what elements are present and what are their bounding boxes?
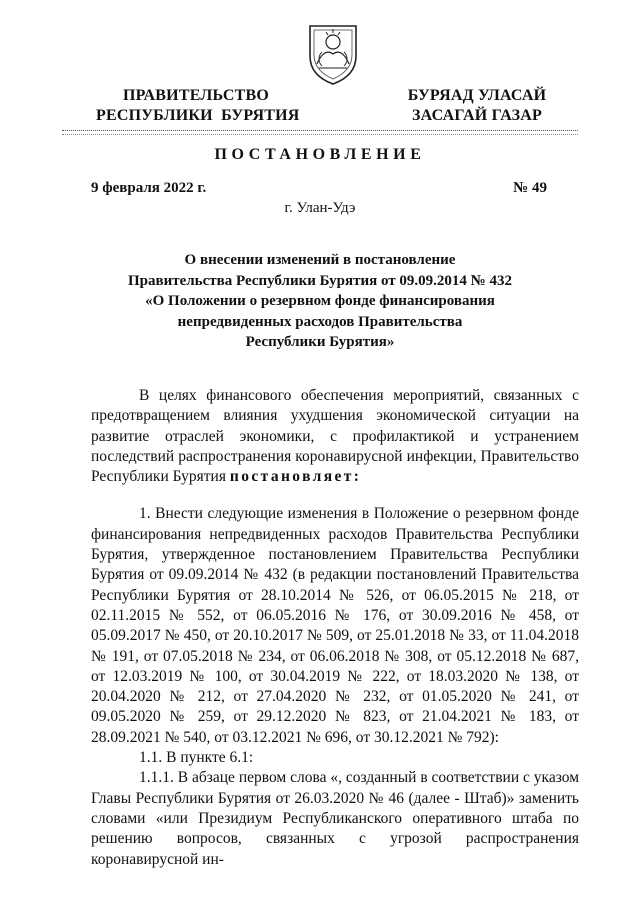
header-divider xyxy=(62,130,578,131)
item-1-1-paragraph: 1.1. В пункте 6.1: xyxy=(139,749,254,767)
document-city: г. Улан-Удэ xyxy=(284,200,356,216)
subject-line: О внесении изменений в постановление xyxy=(184,252,456,268)
header-right-line2: ЗАСАГАЙ ГАЗАР xyxy=(412,107,542,124)
preamble-decree: постановляет: xyxy=(229,468,362,486)
document-number: № 49 xyxy=(513,180,547,196)
document-type: ПОСТАНОВЛЕНИЕ xyxy=(214,146,426,163)
header-left-line2: РЕСПУБЛИКИ БУРЯТИЯ xyxy=(96,107,300,124)
subject-line: Республики Бурятия» xyxy=(245,334,395,350)
header-left-line1: ПРАВИТЕЛЬСТВО xyxy=(122,87,270,104)
preamble-text: В целях финансового обеспечения мероприятий, связанных с предотвращением влияния ухудшения экономической ситуации на развитие отраслей экономики, с профилактикой и устранением последствий распространения коронавирусной инфекции, Правительство Республики Бурятия xyxy=(91,387,579,486)
document-date: 9 февраля 2022 г. xyxy=(91,180,207,196)
document-subject xyxy=(100,250,540,353)
coat-of-arms-icon xyxy=(302,22,364,86)
item-1-1-1-paragraph: 1.1.1. В абзаце первом слова «, созданный в соответствии с указом Главы Республики Бурятия от 26.03.2020 № 46 (далее - Штаб)» заменить словами «или Президиум Республиканского оперативного штаба по решению вопросов, связанных с угрозой распространения коронавирусной ин- xyxy=(91,769,579,868)
subject-line: Правительства Республики Бурятия от 09.09.2014 № 432 xyxy=(127,272,512,289)
preamble-paragraph xyxy=(91,386,579,487)
subject-line: «О Положении о резервном фонде финансирования xyxy=(145,293,495,309)
header-divider-secondary xyxy=(62,134,578,135)
government-name-buryat xyxy=(392,86,562,126)
subject-line: непредвиденных расходов Правительства xyxy=(177,313,463,330)
government-name-russian xyxy=(96,86,300,126)
header-right-line1: БУРЯАД УЛАСАЙ xyxy=(407,87,547,104)
item-1-paragraph: 1. Внести следующие изменения в Положение о резервном фонде финансирования непредвиденных расходов Правительства Республики Бурятия, утвержденное постановлением Правительства Республики Бурятия от 09.09.2014 № 432 (в редакции постановлений Правительства Республики Бурятия от 28.10.2014 № 526, от 06.05.2015 № 218, от 02.11.2015 № 552, от 06.05.2016 № 176, от 30.09.2016 № 458, от 05.09.2017 № 450, от 20.10.2017 № 509, от 25.01.2018 № 33, от 11.04.2018 № 191, от 07.05.2018 № 234, от 06.06.2018 № 308, от 05.12.2018 № 687, от 12.03.2019 № 100, от 30.04.2019 № 222, от 18.03.2020 № 138, от 20.04.2020 № 212, от 27.04.2020 № 232, от 01.05.2020 № 241, от 09.05.2020 № 259, от 29.12.2020 № 823, от 21.04.2021 № 183, от 28.09.2021 № 540, от 03.12.2021 № 696, от 30.12.2021 № 792): xyxy=(91,505,579,746)
document-body xyxy=(91,386,579,870)
